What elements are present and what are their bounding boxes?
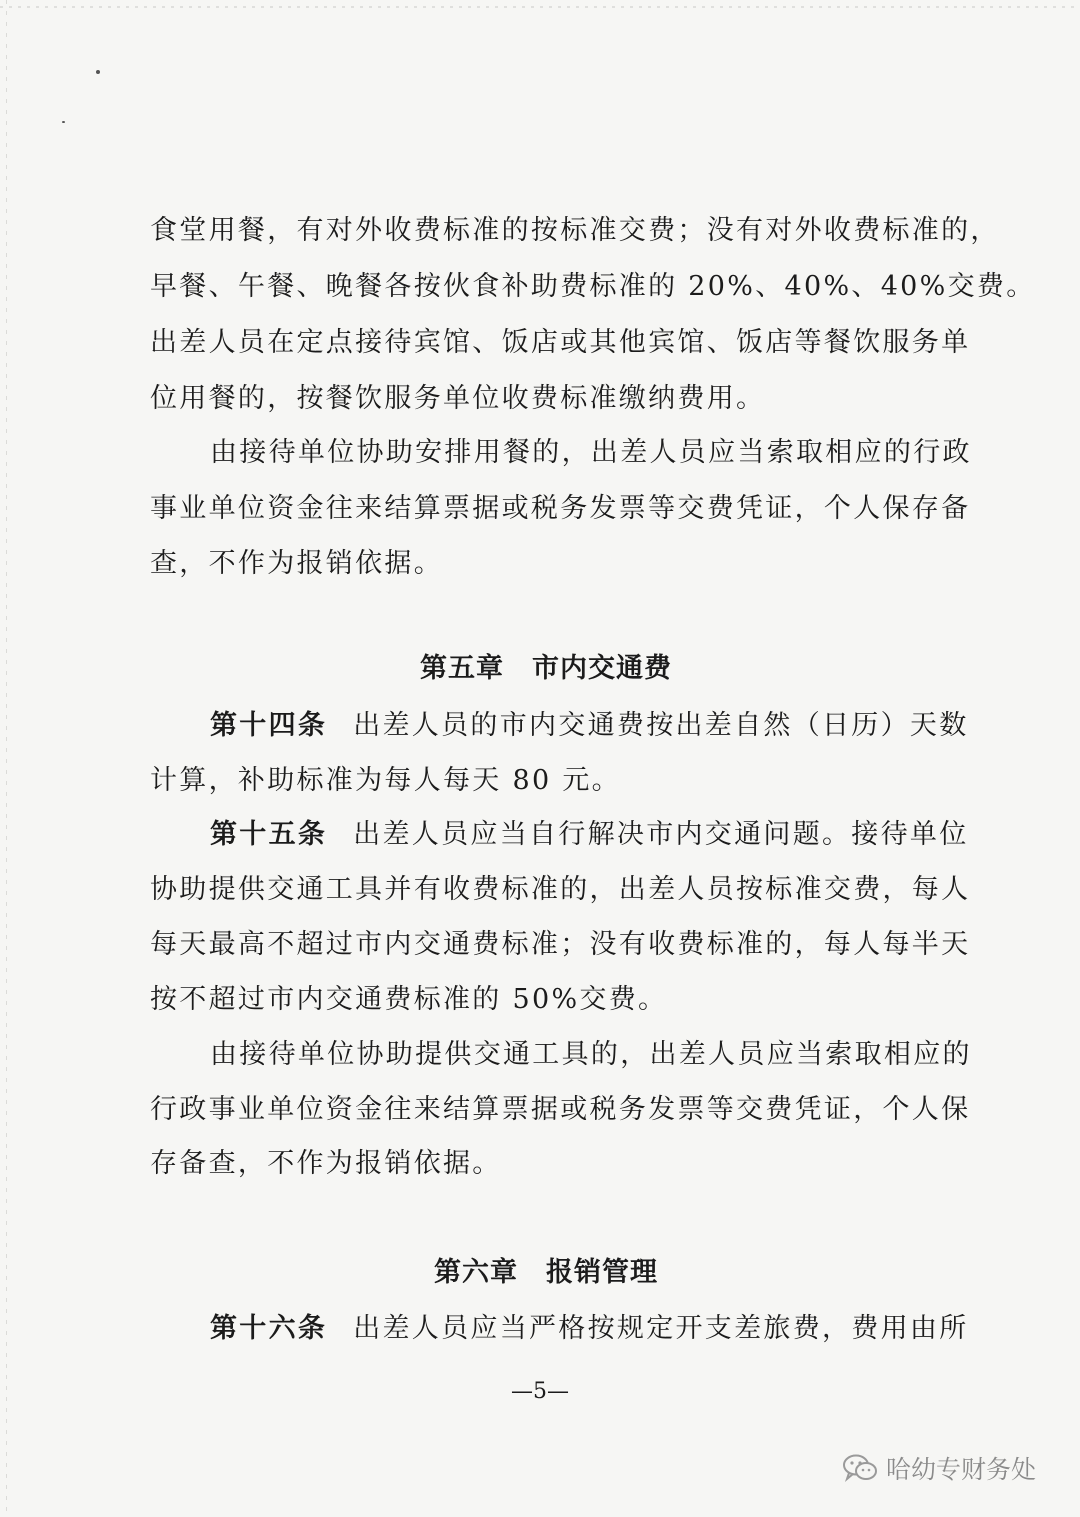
body-text-line: 协助提供交通工具并有收费标准的，出差人员按标准交费，每人 bbox=[150, 874, 971, 905]
watermark-text: 哈幼专财务处 bbox=[886, 1455, 1037, 1484]
article-16-label: 第十六条 bbox=[210, 1313, 328, 1344]
article-15-first-line bbox=[210, 818, 969, 852]
chapter-5-heading: 第五章 市内交通费 bbox=[420, 653, 672, 684]
body-text-line: 计算，补助标准为每人每天 80 元。 bbox=[150, 765, 621, 796]
body-text-line: 食堂用餐，有对外收费标准的按标准交费；没有对外收费标准的， bbox=[150, 215, 1000, 246]
body-text-line: 出差人员在定点接待宾馆、饭店或其他宾馆、饭店等餐饮服务单 bbox=[150, 327, 971, 358]
body-text-line: 行政事业单位资金往来结算票据或税务发票等交费凭证，个人保 bbox=[150, 1094, 971, 1125]
body-text-line: 存备查，不作为报销依据。 bbox=[150, 1148, 502, 1179]
body-text-line: 事业单位资金往来结算票据或税务发票等交费凭证，个人保存备 bbox=[150, 493, 971, 524]
scan-edge-left bbox=[6, 0, 7, 1517]
body-text-line: 早餐、午餐、晚餐各按伙食补助费标准的 20%、40%、40%交费。 bbox=[150, 271, 1036, 302]
article-16-text: 出差人员应当严格按规定开支差旅费，费用由所 bbox=[353, 1313, 969, 1344]
body-text-line: 由接待单位协助提供交通工具的，出差人员应当索取相应的 bbox=[210, 1039, 972, 1070]
article-14-label: 第十四条 bbox=[210, 710, 328, 741]
watermark bbox=[842, 1450, 1036, 1486]
wechat-icon bbox=[842, 1453, 878, 1483]
article-16-first-line bbox=[210, 1312, 969, 1346]
article-14-text: 出差人员的市内交通费按出差自然（日历）天数 bbox=[353, 710, 969, 741]
scan-speck bbox=[62, 121, 65, 123]
body-text-line: 由接待单位协助安排用餐的，出差人员应当索取相应的行政 bbox=[210, 437, 972, 468]
body-text-line: 位用餐的，按餐饮服务单位收费标准缴纳费用。 bbox=[150, 383, 766, 414]
article-15-text: 出差人员应当自行解决市内交通问题。接待单位 bbox=[353, 819, 969, 850]
chapter-6-heading: 第六章 报销管理 bbox=[434, 1257, 658, 1288]
article-15-label: 第十五条 bbox=[210, 819, 328, 850]
article-14-first-line bbox=[210, 709, 969, 743]
scan-speck bbox=[96, 70, 100, 74]
body-text-line: 按不超过市内交通费标准的 50%交费。 bbox=[150, 984, 668, 1015]
body-text-line: 查，不作为报销依据。 bbox=[150, 548, 443, 579]
page-number: —5— bbox=[511, 1379, 569, 1404]
body-text-line: 每天最高不超过市内交通费标准；没有收费标准的，每人每半天 bbox=[150, 929, 971, 960]
scan-edge-top bbox=[0, 6, 1080, 8]
